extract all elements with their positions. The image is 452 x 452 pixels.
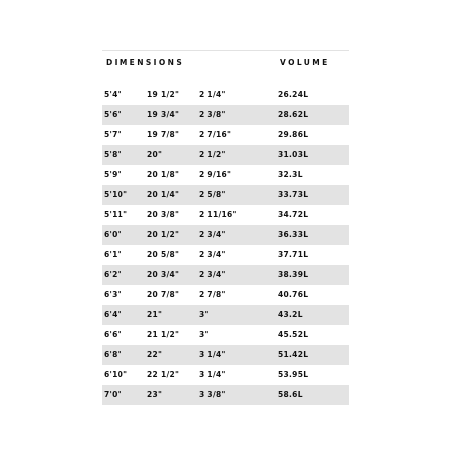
dimensions-table <box>102 50 349 405</box>
width-cell: 20 3/8" <box>147 210 180 219</box>
volume-cell: 28.62L <box>278 110 309 119</box>
width-cell: 19 1/2" <box>147 90 180 99</box>
table-row <box>102 365 349 385</box>
volume-cell: 38.39L <box>278 270 309 279</box>
thickness-cell: 3" <box>199 310 209 319</box>
thickness-cell: 2 3/4" <box>199 270 226 279</box>
length-cell: 7'0" <box>104 390 122 399</box>
thickness-cell: 2 9/16" <box>199 170 232 179</box>
volume-heading: VOLUME <box>280 58 330 67</box>
length-cell: 5'7" <box>104 130 122 139</box>
width-cell: 20" <box>147 150 163 159</box>
length-cell: 5'9" <box>104 170 122 179</box>
length-cell: 5'10" <box>104 190 128 199</box>
thickness-cell: 2 7/16" <box>199 130 232 139</box>
table-row <box>102 225 349 245</box>
table-row <box>102 285 349 305</box>
width-cell: 20 1/8" <box>147 170 180 179</box>
volume-cell: 51.42L <box>278 350 309 359</box>
width-cell: 19 7/8" <box>147 130 180 139</box>
table-row <box>102 185 349 205</box>
volume-cell: 37.71L <box>278 250 309 259</box>
thickness-cell: 2 5/8" <box>199 190 226 199</box>
thickness-cell: 2 3/8" <box>199 110 226 119</box>
table-row <box>102 305 349 325</box>
length-cell: 6'6" <box>104 330 122 339</box>
volume-cell: 29.86L <box>278 130 309 139</box>
table-row <box>102 385 349 405</box>
length-cell: 5'4" <box>104 90 122 99</box>
table-row <box>102 125 349 145</box>
volume-cell: 32.3L <box>278 170 303 179</box>
length-cell: 6'0" <box>104 230 122 239</box>
thickness-cell: 2 3/4" <box>199 250 226 259</box>
volume-cell: 31.03L <box>278 150 309 159</box>
thickness-cell: 3" <box>199 330 209 339</box>
volume-cell: 43.2L <box>278 310 303 319</box>
length-cell: 6'2" <box>104 270 122 279</box>
length-cell: 5'6" <box>104 110 122 119</box>
table-row <box>102 345 349 365</box>
thickness-cell: 3 3/8" <box>199 390 226 399</box>
volume-cell: 58.6L <box>278 390 303 399</box>
table-header <box>102 51 349 85</box>
length-cell: 5'11" <box>104 210 128 219</box>
thickness-cell: 2 7/8" <box>199 290 226 299</box>
dimensions-heading: DIMENSIONS <box>106 58 185 67</box>
width-cell: 20 3/4" <box>147 270 180 279</box>
width-cell: 22" <box>147 350 163 359</box>
width-cell: 21 1/2" <box>147 330 180 339</box>
table-row <box>102 205 349 225</box>
length-cell: 6'8" <box>104 350 122 359</box>
volume-cell: 45.52L <box>278 330 309 339</box>
width-cell: 20 1/4" <box>147 190 180 199</box>
thickness-cell: 2 11/16" <box>199 210 237 219</box>
width-cell: 22 1/2" <box>147 370 180 379</box>
table-row <box>102 165 349 185</box>
length-cell: 5'8" <box>104 150 122 159</box>
table-body <box>102 85 349 405</box>
table-row <box>102 145 349 165</box>
table-row <box>102 245 349 265</box>
length-cell: 6'4" <box>104 310 122 319</box>
volume-cell: 36.33L <box>278 230 309 239</box>
table-row <box>102 105 349 125</box>
length-cell: 6'10" <box>104 370 128 379</box>
volume-cell: 40.76L <box>278 290 309 299</box>
thickness-cell: 2 1/2" <box>199 150 226 159</box>
thickness-cell: 2 1/4" <box>199 90 226 99</box>
width-cell: 20 5/8" <box>147 250 180 259</box>
table-row <box>102 325 349 345</box>
volume-cell: 33.73L <box>278 190 309 199</box>
table-row <box>102 85 349 105</box>
volume-cell: 53.95L <box>278 370 309 379</box>
length-cell: 6'3" <box>104 290 122 299</box>
thickness-cell: 3 1/4" <box>199 350 226 359</box>
volume-cell: 26.24L <box>278 90 309 99</box>
table-row <box>102 265 349 285</box>
width-cell: 23" <box>147 390 163 399</box>
width-cell: 20 1/2" <box>147 230 180 239</box>
width-cell: 21" <box>147 310 163 319</box>
thickness-cell: 3 1/4" <box>199 370 226 379</box>
thickness-cell: 2 3/4" <box>199 230 226 239</box>
volume-cell: 34.72L <box>278 210 309 219</box>
length-cell: 6'1" <box>104 250 122 259</box>
width-cell: 20 7/8" <box>147 290 180 299</box>
width-cell: 19 3/4" <box>147 110 180 119</box>
